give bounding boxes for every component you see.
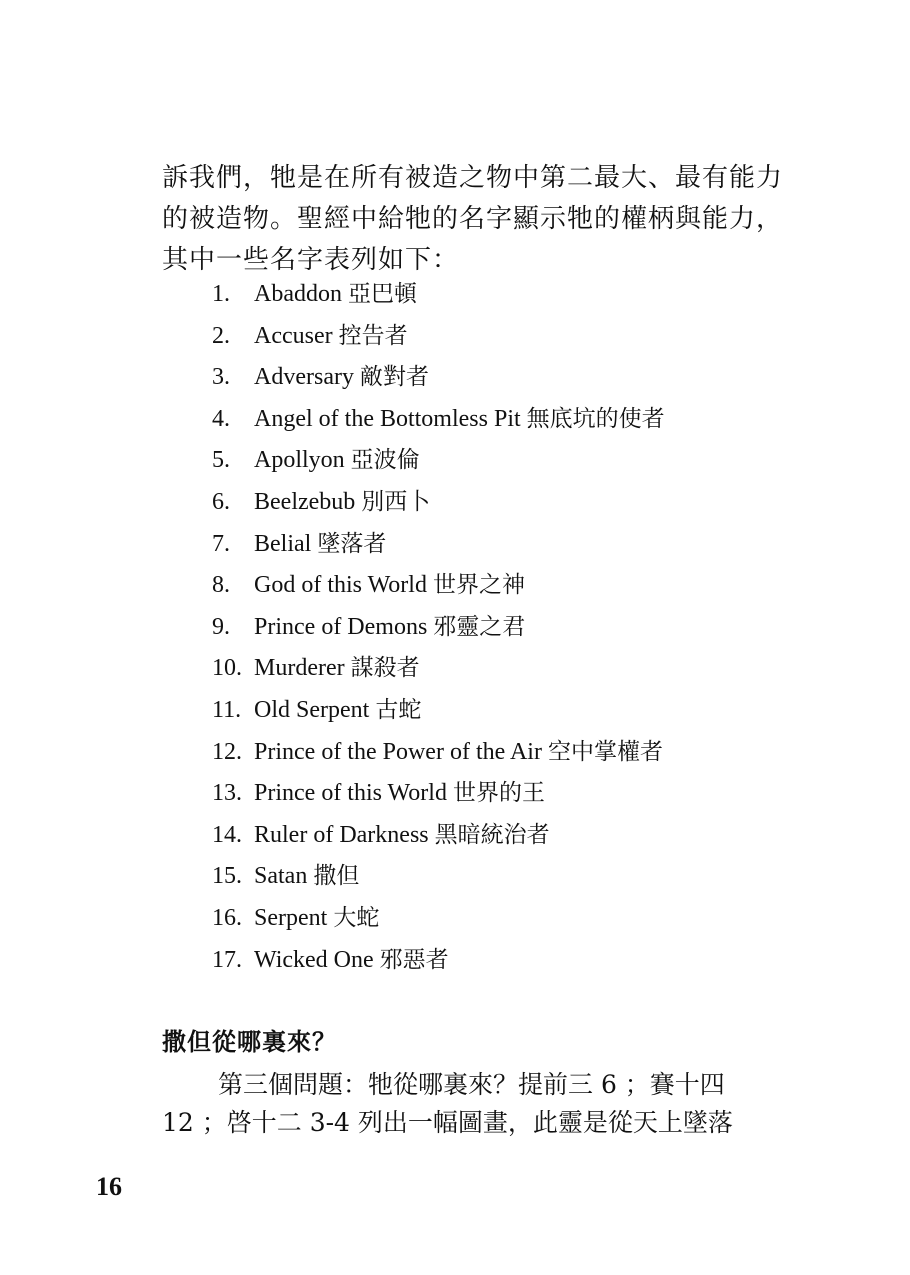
name-chinese: 亞巴頓: [347, 281, 417, 307]
intro-line: 的被造物。聖經中給牠的名字顯示牠的權柄與能力，: [162, 204, 784, 234]
list-item-number: 17.: [212, 946, 242, 973]
name-english: Serpent: [254, 904, 328, 931]
list-item: [162, 815, 762, 857]
list-item-number: 2.: [212, 322, 230, 349]
name-chinese: 世界的王: [452, 780, 545, 807]
list-item: [162, 399, 762, 441]
name-english: Murderer: [254, 655, 345, 682]
name-english: Prince of the Power of the Air: [254, 738, 542, 765]
name-chinese: 邪惡者: [379, 946, 449, 973]
list-item: [162, 607, 762, 649]
paragraph-line: 12 ；啓十二 3-4 列出一幅圖畫，此靈是從天上墜落: [162, 1108, 733, 1137]
list-item-text: [254, 856, 359, 898]
list-item-number: 14.: [212, 821, 242, 848]
list-item: [162, 482, 762, 524]
list-item-text: [254, 690, 421, 732]
list-item-text: [254, 440, 420, 482]
list-item: [162, 732, 762, 774]
list-item-number: 1.: [212, 281, 230, 307]
name-chinese: 世界之神: [432, 572, 525, 599]
name-chinese: 敵對者: [359, 364, 429, 391]
name-english: Prince of Demons: [254, 613, 428, 640]
list-item-text: [254, 524, 386, 566]
intro-line: 其中一些名字表列如下：: [162, 245, 460, 275]
name-chinese: 古蛇: [375, 696, 422, 723]
list-item-number: 11.: [212, 696, 242, 723]
list-item-text: [254, 565, 525, 607]
names-list: [162, 274, 762, 981]
name-english: Wicked One: [254, 946, 374, 973]
name-english: Apollyon: [254, 447, 345, 474]
name-chinese: 謀殺者: [350, 655, 420, 682]
body-paragraph: [162, 1066, 762, 1142]
list-item-number: 7.: [212, 530, 230, 557]
list-item-number: 10.: [212, 655, 242, 682]
name-chinese: 空中掌權者: [547, 738, 663, 765]
list-item-number: 15.: [212, 863, 242, 890]
list-item-text: [254, 898, 379, 940]
list-item-text: [254, 399, 665, 441]
name-english: Abaddon: [254, 281, 342, 307]
list-item-number: 13.: [212, 780, 242, 807]
name-chinese: 無底坑的使者: [526, 405, 665, 432]
name-english: Prince of this World: [254, 780, 447, 807]
list-item: [162, 565, 762, 607]
name-english: Old Serpent: [254, 696, 370, 723]
list-item-number: 12.: [212, 738, 242, 765]
intro-line: 訴我們，牠是在所有被造之物中第二最大、最有能力: [162, 163, 784, 193]
list-item: [162, 940, 762, 982]
name-english: God of this World: [254, 572, 427, 599]
section-heading: 撒但從哪裏來？: [162, 1028, 337, 1056]
list-item-text: [254, 274, 417, 316]
list-item-number: 8.: [212, 572, 230, 599]
list-item-text: [254, 357, 429, 399]
list-item-number: 3.: [212, 364, 230, 391]
list-item-number: 16.: [212, 904, 242, 931]
list-item: [162, 274, 762, 316]
name-chinese: 亞波倫: [350, 447, 420, 474]
name-english: Satan: [254, 863, 308, 890]
name-english: Angel of the Bottomless Pit: [254, 405, 521, 432]
name-chinese: 大蛇: [333, 904, 380, 931]
name-english: Adversary: [254, 364, 354, 391]
list-item: [162, 648, 762, 690]
name-english: Belial: [254, 530, 312, 557]
list-item-text: [254, 815, 550, 857]
list-item-number: 9.: [212, 613, 230, 640]
list-item-text: [254, 773, 545, 815]
list-item-text: [254, 482, 430, 524]
name-chinese: 墜落者: [317, 530, 387, 557]
name-chinese: 別西卜: [361, 488, 431, 515]
list-item-number: 5.: [212, 447, 230, 474]
list-item: [162, 898, 762, 940]
list-item: [162, 524, 762, 566]
name-chinese: 邪靈之君: [433, 613, 526, 640]
list-item-text: [254, 940, 449, 982]
list-item-text: [254, 648, 420, 690]
name-english: Accuser: [254, 322, 333, 349]
list-item-text: [254, 316, 408, 358]
list-item: [162, 357, 762, 399]
list-item: [162, 856, 762, 898]
list-item: [162, 773, 762, 815]
name-chinese: 控告者: [338, 322, 408, 349]
paragraph-line: 第三個問題：牠從哪裏來？提前三 6 ；賽十四: [218, 1070, 725, 1099]
name-chinese: 撒但: [313, 863, 360, 890]
intro-paragraph: [162, 158, 784, 281]
list-item-number: 6.: [212, 488, 230, 515]
name-chinese: 黑暗統治者: [434, 821, 550, 848]
list-item: [162, 690, 762, 732]
list-item: [162, 440, 762, 482]
list-item-text: [254, 732, 663, 774]
list-item-number: 4.: [212, 405, 230, 432]
list-item: [162, 316, 762, 358]
page-number: 16: [96, 1172, 122, 1201]
name-english: Beelzebub: [254, 488, 356, 515]
list-item-text: [254, 607, 525, 649]
name-english: Ruler of Darkness: [254, 821, 429, 848]
